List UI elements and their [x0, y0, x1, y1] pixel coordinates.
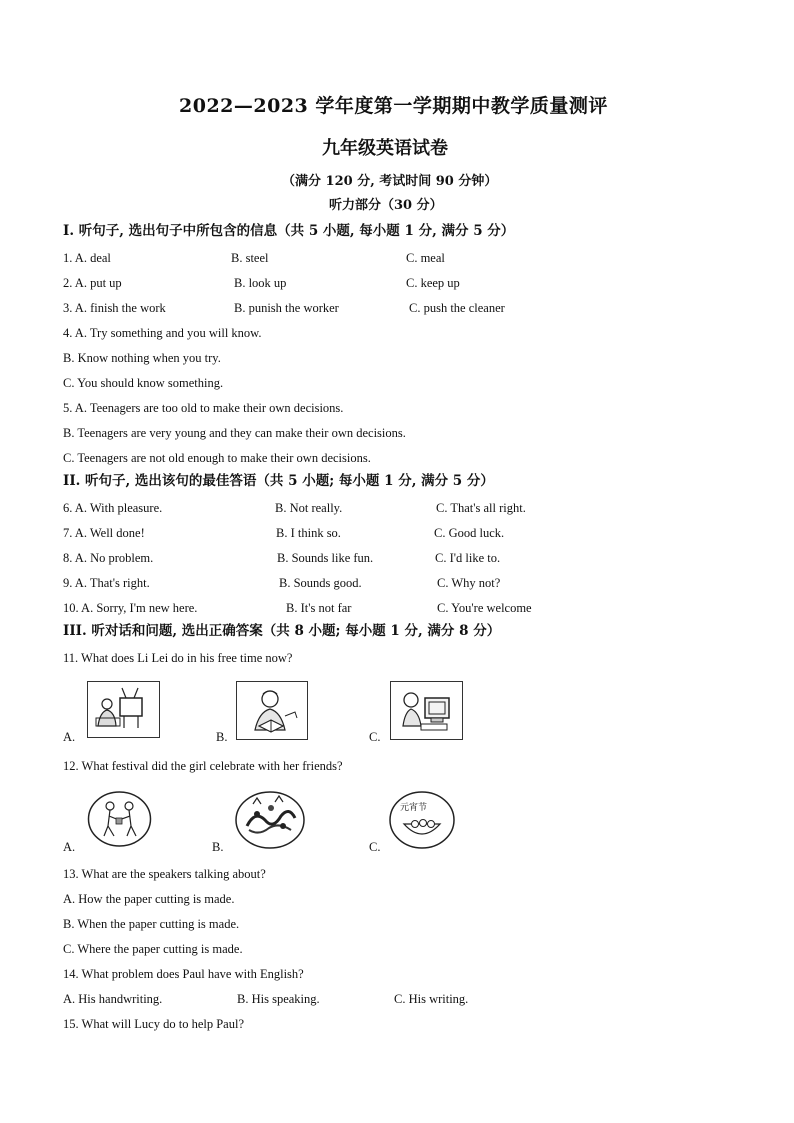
q11-label-b: B.: [216, 730, 228, 744]
q7-option-c: C. Good luck.: [434, 526, 505, 540]
dragon-dance-picture: [233, 790, 307, 850]
q7-option-a: 7. A. Well done!: [63, 526, 145, 540]
q1-option-a: 1. A. deal: [63, 251, 111, 265]
reading-picture: [236, 681, 308, 740]
computer-picture: [390, 681, 463, 740]
lantern-festival-picture: [388, 790, 456, 850]
q6-option-b: B. Not really.: [275, 501, 343, 515]
q1-option-b: B. steel: [231, 251, 269, 265]
q4-option-a: 4. A. Try something and you will know.: [63, 326, 262, 340]
q12-label-c: C.: [369, 840, 381, 854]
q14-option-c: C. His writing.: [394, 992, 469, 1006]
q11-question: 11. What does Li Lei do in his free time now?: [63, 651, 293, 665]
q13-question: 13. What are the speakers talking about?: [63, 867, 266, 881]
q11-label-a: A.: [63, 730, 76, 744]
dragon-boat-picture: [86, 790, 153, 848]
exam-title: 2022—2023 学年度第一学期期中教学质量测评: [179, 95, 608, 117]
q5-option-a: 5. A. Teenagers are too old to make their own decisions.: [63, 401, 344, 415]
q10-option-c: C. You're welcome: [437, 601, 532, 615]
q12-label-b: B.: [212, 840, 224, 854]
q9-option-b: B. Sounds good.: [279, 576, 362, 590]
q8-option-b: B. Sounds like fun.: [277, 551, 374, 565]
q4-option-c: C. You should know something.: [63, 376, 224, 390]
q8-option-a: 8. A. No problem.: [63, 551, 154, 565]
q2-option-b: B. look up: [234, 276, 287, 290]
q11-label-c: C.: [369, 730, 381, 744]
q14-option-b: B. His speaking.: [237, 992, 320, 1006]
q6-option-a: 6. A. With pleasure.: [63, 501, 163, 515]
q12-label-a: A.: [63, 840, 76, 854]
section-1-heading: I. 听句子, 选出句子中所包含的信息（共 5 小题, 每小题 1 分, 满分 5 分）: [63, 223, 515, 239]
q7-option-b: B. I think so.: [276, 526, 341, 540]
q9-option-c: C. Why not?: [437, 576, 501, 590]
q6-option-c: C. That's all right.: [436, 501, 526, 515]
q4-option-b: B. Know nothing when you try.: [63, 351, 221, 365]
q14-option-a: A. His handwriting.: [63, 992, 163, 1006]
q3-option-a: 3. A. finish the work: [63, 301, 166, 315]
tv-watching-picture: [87, 681, 160, 738]
q13-option-b: B. When the paper cutting is made.: [63, 917, 240, 931]
q3-option-c: C. push the cleaner: [409, 301, 505, 315]
q8-option-c: C. I'd like to.: [435, 551, 501, 565]
q15-question: 15. What will Lucy do to help Paul?: [63, 1017, 244, 1031]
q14-question: 14. What problem does Paul have with English?: [63, 967, 304, 981]
exam-note: （满分 120 分, 考试时间 90 分钟）: [282, 174, 498, 189]
q9-option-a: 9. A. That's right.: [63, 576, 150, 590]
q1-option-c: C. meal: [406, 251, 445, 265]
q5-option-b: B. Teenagers are very young and they can make their own decisions.: [63, 426, 406, 440]
q12-question: 12. What festival did the girl celebrate with her friends?: [63, 759, 343, 773]
q3-option-b: B. punish the worker: [234, 301, 339, 315]
section-2-heading: II. 听句子, 选出该句的最佳答语（共 5 小题; 每小题 1 分, 满分 5 分）: [63, 473, 494, 489]
q13-option-c: C. Where the paper cutting is made.: [63, 942, 243, 956]
q10-option-b: B. It's not far: [286, 601, 352, 615]
q2-option-a: 2. A. put up: [63, 276, 122, 290]
part-title: 听力部分（30 分）: [329, 198, 443, 213]
exam-subtitle: 九年级英语试卷: [322, 138, 448, 159]
q2-option-c: C. keep up: [406, 276, 460, 290]
section-3-heading: III. 听对话和问题, 选出正确答案（共 8 小题; 每小题 1 分, 满分 8 分）: [63, 623, 501, 639]
q5-option-c: C. Teenagers are not old enough to make their own decisions.: [63, 451, 371, 465]
q13-option-a: A. How the paper cutting is made.: [63, 892, 235, 906]
lantern-caption: 元宵节: [400, 803, 428, 813]
q10-option-a: 10. A. Sorry, I'm new here.: [63, 601, 198, 615]
